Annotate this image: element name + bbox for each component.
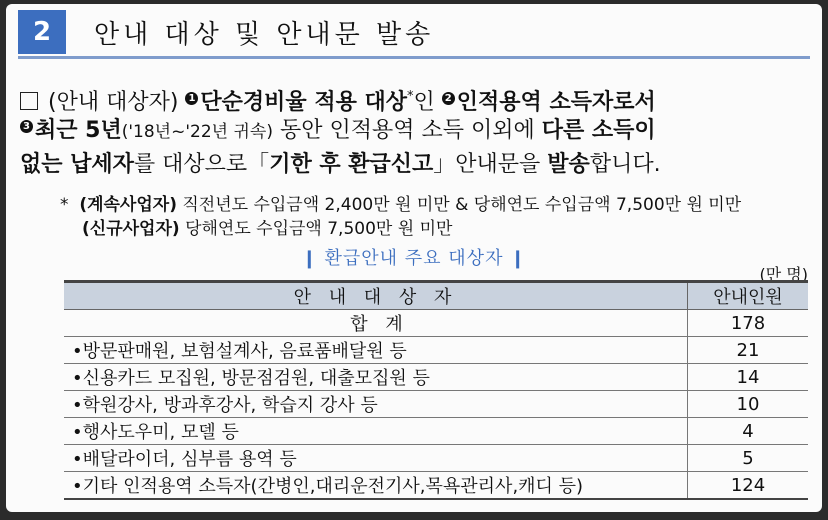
row-label: •기타 인적용역 소득자(간병인,대리운전기사,목욕관리사,캐디 등) [64,472,688,500]
row-count: 10 [688,391,809,418]
row-count: 5 [688,445,809,472]
row-count: 14 [688,364,809,391]
row-count: 4 [688,418,809,445]
table-row [64,445,808,472]
target-table [64,280,808,500]
section-title: 안내 대상 및 안내문 발송 [94,20,435,50]
text: 인 [413,90,435,115]
row-label: •행사도우미, 모델 등 [64,418,688,445]
table-row [64,337,808,364]
title-divider [18,56,810,59]
target-label: (안내 대상자) [48,90,179,115]
footnote-star: * [60,195,69,215]
row-label: •방문판매원, 보험설계사, 음료품배달원 등 [64,337,688,364]
footnote-new [82,214,452,239]
row-label: •배달라이더, 심부름 용역 등 [64,445,688,472]
text-bold: 없는 납세자 [20,152,134,177]
table-row [64,418,808,445]
circled-number-icon: 2 [442,92,455,105]
row-count: 124 [688,472,809,500]
column-header-target: 안 내 대 상 자 [64,282,688,310]
footnote-text: 당해연도 수입금액 7,500만 원 미만 [185,219,453,239]
text-bold: 발송 [547,152,590,177]
text: 동안 인적용역 소득 이외에 [279,118,535,143]
table-unit: (만 명) [759,265,808,284]
total-label: 합 계 [64,310,688,337]
footnote-text: 직전년도 수입금액 2,400만 원 미만 & 당해연도 수입금액 7,500만 원 미만 [182,195,742,215]
text-bold: 다른 소득이 [541,118,656,143]
footnote-marker: * [407,89,414,104]
circled-number-icon: 1 [185,92,198,105]
table-row [64,472,808,500]
row-label: •학원강사, 방과후강사, 학습지 강사 등 [64,391,688,418]
table-row [64,364,808,391]
table-header-row [64,282,808,310]
text: 」안내문을 [433,152,541,177]
paragraph-line-2 [20,114,820,149]
row-count: 21 [688,337,809,364]
table-total-row [64,310,808,337]
notice-name: 기한 후 환급신고 [269,152,434,177]
table-title: ❙ 환급안내 주요 대상자 ❙ [301,248,527,269]
footnote-continuing [60,190,741,215]
table-row [64,391,808,418]
paragraph-line-3 [20,148,820,182]
row-label: •신용카드 모집원, 방문점검원, 대출모집원 등 [64,364,688,391]
column-header-count: 안내인원 [688,282,809,310]
condition-3: 최근 5년 [35,118,122,143]
footnote-label: (신규사업자) [82,219,180,239]
section-number: 2 [18,10,66,54]
text: 를 대상으로「 [133,152,270,177]
condition-2: 인적용역 소득자로서 [456,90,656,115]
footnote-label: (계속사업자) [79,195,177,215]
text: 합니다. [589,152,661,177]
period-note: ('18년~'22년 귀속) [121,122,273,142]
circled-number-icon: 3 [20,120,33,133]
total-count: 178 [688,310,809,337]
condition-1: 단순경비율 적용 대상 [200,90,408,115]
square-bullet-icon [20,92,38,110]
